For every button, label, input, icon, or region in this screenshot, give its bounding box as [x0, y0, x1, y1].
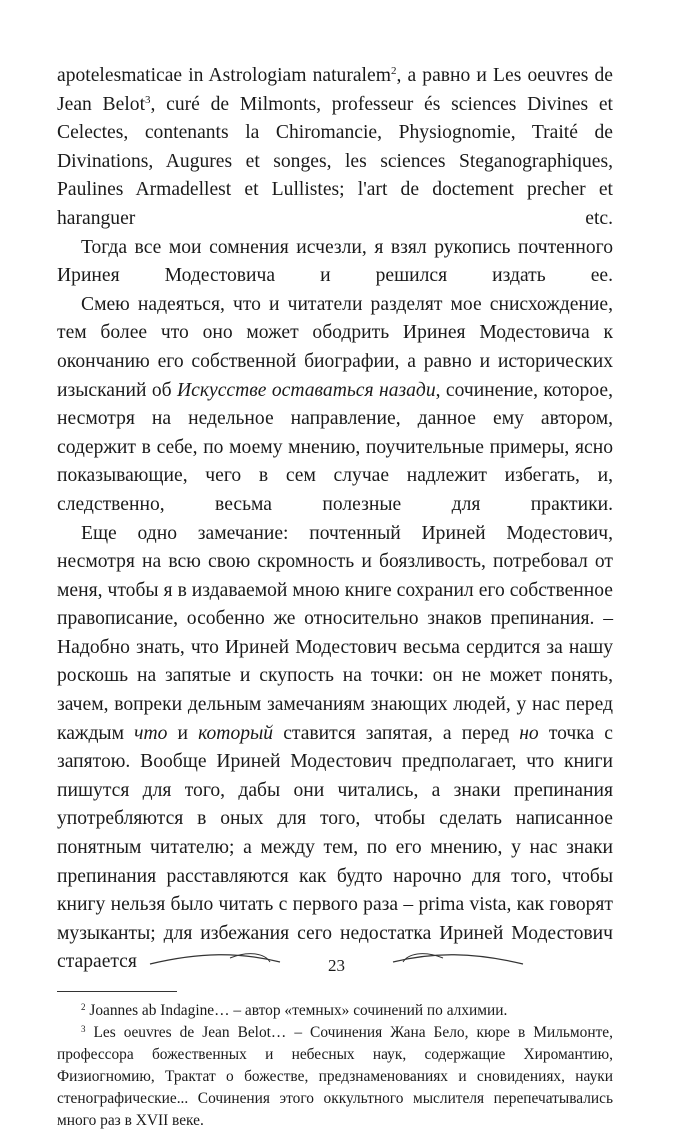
text-run: Смею надеяться, что и читатели разделят мое снисхождение, тем более что оно может ободрить Иринея Модестовича к окончанию его собственной биографии, а равно и исторических изысканий об [57, 293, 613, 401]
page-number: 23 [328, 956, 345, 975]
footnote-divider [57, 991, 177, 992]
italic-word: который [198, 722, 274, 744]
text-run: , сочинение, которое, несмотря на недельное направление, данное ему автором, содержит в себе, по моему мнению, поучительные примеры, ясно показывающие, чего в сем случае надлежит избегать, и, следственно, весьма полезные для практики. [57, 379, 613, 515]
italic-word: что [134, 722, 168, 744]
footnote-number: 2 [81, 1002, 86, 1012]
footnote-number: 3 [81, 1024, 86, 1034]
text-run: , curé de Milmonts, professeur és sciences Divines et Celectes, contenants la Chiromancie, Physiognomie, Traité de Divinations, Augures et songes, les sciences Steganographiques, Paulines Armadellest et Lullistes; l'art de doctement precher et haranguer etc. [57, 93, 613, 229]
footnote-text: Les oeuvres de Jean Belot… – Сочинения Жана Бело, кюре в Мильмонте, профессора божественных и небесных наук, содержащие Хиромантию, Физиогномию, Трактат о божестве, предзнаменованиях и сновидениях, науки стенографические... Сочинения этого оккультного мыслителя перепечатывались много раз в XVII веке. [57, 1024, 613, 1129]
footnote-3 [57, 1022, 613, 1132]
text-run: ставится запятая, а перед [273, 722, 520, 744]
main-text [57, 62, 613, 977]
text-run: , а равно и Les oeuvres de Jean Belot [57, 65, 613, 115]
text-run: точка с запятою. Вообще Ириней Модестович предполагает, что книги пишутся для того, дабы они читались, а знаки препинания употребляются в оных для того, чтобы сделать написанное понятным читателю; а между тем, по его мнению, у нас знаки препинания расставляются как будто нарочно для того, чтобы книгу нельзя было читать с первого раза – prima vista, как говорят музыканты; для избежания сего недостатка Ириней Модестович старается [57, 722, 613, 973]
footnote-ref-2[interactable]: 2 [390, 65, 397, 77]
text-run: Еще одно замечание: почтенный Ириней Модестович, несмотря на всю свою скромность и боязливость, потребовал от меня, чтобы я в издаваемой мною книге сохранил его собственное правописание, особенно же относительно знаков препинания. – Надобно знать, что Ириней Модестович весьма сердится за нашу роскошь на запятые и скупость на точки: он не может понять, зачем, вопреки дельным замечаниям знающих людей, у нас перед каждым [57, 522, 613, 744]
page-footer [0, 948, 673, 975]
footnote-text: Joannes ab Indagine… – автор «темных» сочинений по алхимии. [85, 1002, 508, 1019]
italic-title: Искусстве оставаться назади [177, 379, 436, 401]
paragraph-4 [57, 520, 613, 978]
text-run: apotelesmaticae in Astrologiam naturalem [57, 65, 391, 86]
italic-word: но [519, 722, 539, 744]
text-run: и [167, 722, 199, 744]
paragraph-1 [57, 62, 613, 234]
paragraph-3 [57, 291, 613, 520]
footnote-2 [57, 1000, 613, 1022]
footnotes [57, 1000, 613, 1132]
footnote-ref-3[interactable]: 3 [145, 93, 151, 106]
paragraph-2: Тогда все мои сомнения исчезли, я взял рукопись почтенного Иринея Модестовича и решился издать ее. [57, 236, 613, 287]
